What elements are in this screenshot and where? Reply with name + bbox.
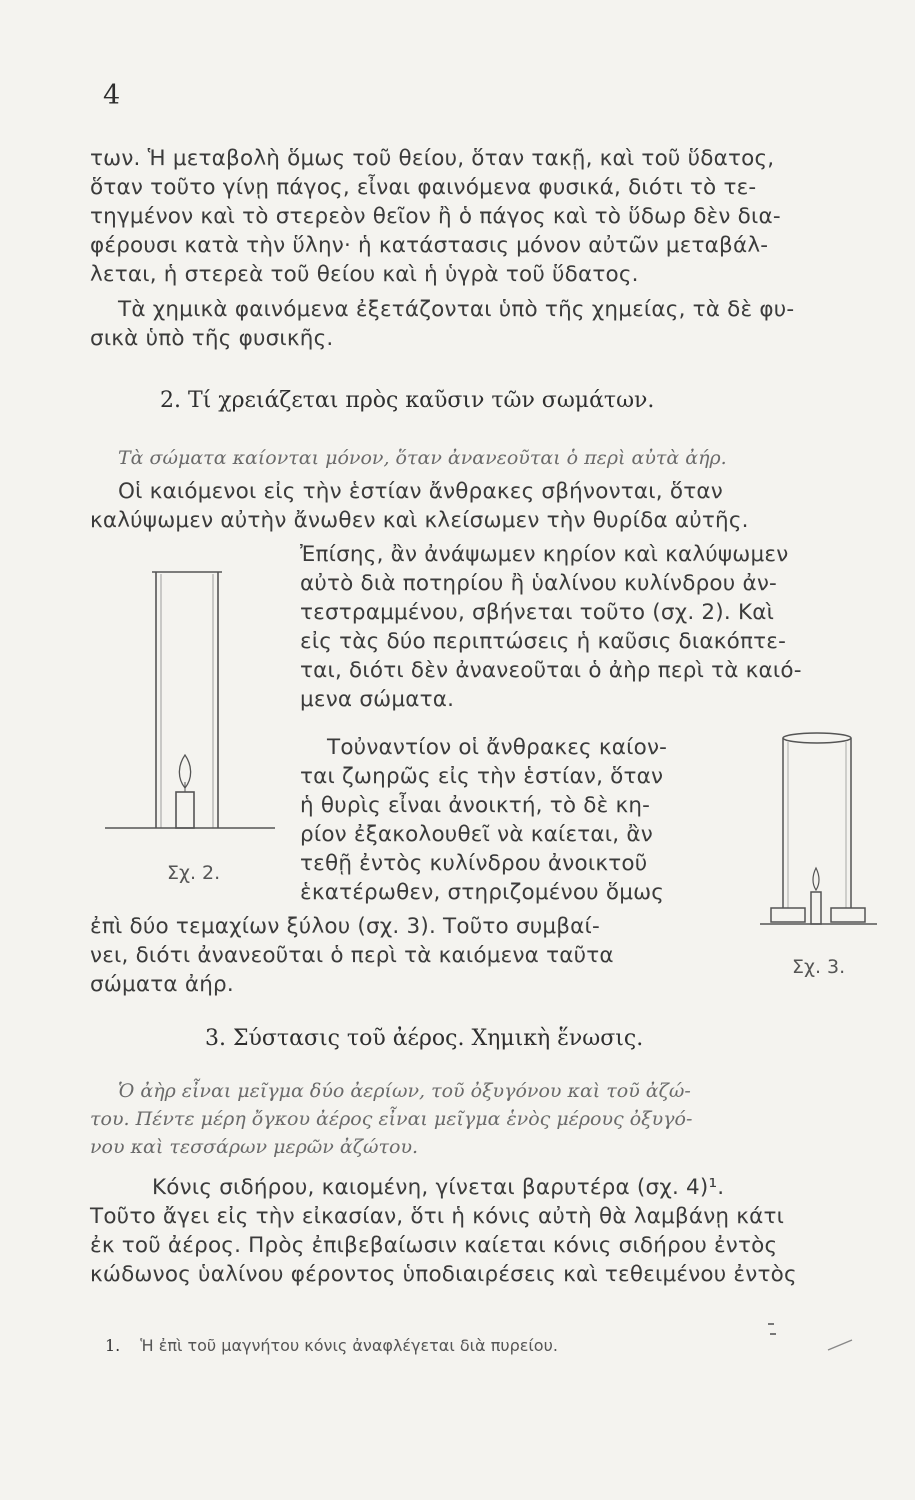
footnote <box>105 1336 558 1355</box>
footnote-text: Ἡ ἐπὶ τοῦ μαγνήτου κόνις ἀναφλέγεται διὰ πυρείου. <box>140 1336 558 1355</box>
text-line: Οἱ καιόμενοι εἰς τὴν ἑστίαν ἄνθρακες σβήνονται, ὅταν <box>118 479 723 504</box>
text-line: μενα σώματα. <box>300 687 455 712</box>
text-line: Τὰ χημικὰ φαινόμενα ἐξετάζονται ὑπὸ τῆς χημείας, τὰ δὲ φυ- <box>118 297 795 322</box>
text-line: τεθῇ ἐντὸς κυλίνδρου ἀνοικτοῦ <box>300 851 648 876</box>
text-line: Τοῦτο ἄγει εἰς τὴν εἰκασίαν, ὅτι ἡ κόνις αὐτὴ θὰ λαμβάνῃ κάτι <box>90 1204 785 1229</box>
text-line: Ἐπίσης, ἂν ἀνάψωμεν κηρίον καὶ καλύψωμεν <box>300 542 789 567</box>
page-number: 4 <box>103 80 121 111</box>
text-line: σικὰ ὑπὸ τῆς φυσικῆς. <box>90 326 334 351</box>
text-line: τεστραμμένου, σβήνεται τοῦτο (σχ. 2). Καὶ <box>300 600 775 625</box>
text-line: ἡ θυρὶς εἶναι ἀνοικτή, τὸ δὲ κη- <box>300 793 651 818</box>
text-line: καλύψωμεν αὐτὴν ἄνωθεν καὶ κλείσωμεν τὴν θυρίδα αὐτῆς. <box>90 508 749 533</box>
section-3-rule-line: νου καὶ τεσσάρων μερῶν ἀζώτου. <box>90 1136 419 1158</box>
section-3-rule-line: Ὁ ἀὴρ εἶναι μεῖγμα δύο ἀερίων, τοῦ ὀξυγόνου καὶ τοῦ ἀζώ- <box>118 1080 691 1102</box>
text-line: ρίον ἐξακολουθεῖ νὰ καίεται, ἂν <box>300 822 653 847</box>
figure-2-candle-under-cylinder <box>100 560 290 840</box>
figure-3-candle-in-open-cylinder <box>755 728 885 938</box>
text-line: σώματα ἀήρ. <box>90 972 234 997</box>
text-line: ται ζωηρῶς εἰς τὴν ἑστίαν, ὅταν <box>300 764 664 789</box>
text-line: Τοὐναντίον οἱ ἄνθρακες καίον- <box>327 735 668 760</box>
footnote-number: 1. <box>105 1336 121 1355</box>
section-2-rule: Τὰ σώματα καίονται μόνον, ὅταν ἀνανεοῦται ὁ περὶ αὐτὰ ἀήρ. <box>118 447 727 469</box>
section-3-heading: 3. Σύστασις τοῦ ἀέρος. Χημικὴ ἕνωσις. <box>205 1026 644 1051</box>
text-line: ται, διότι δὲν ἀνανεοῦται ὁ ἀὴρ περὶ τὰ καιό- <box>300 658 802 683</box>
text-line: ὅταν τοῦτο γίνῃ πάγος, εἶναι φαινόμενα φυσικά, διότι τὸ τε- <box>90 175 757 200</box>
text-line: Κόνις σιδήρου, καιομένη, γίνεται βαρυτέρα (σχ. 4)¹. <box>152 1175 725 1200</box>
text-line: κώδωνος ὑαλίνου φέροντος ὑποδιαιρέσεις καὶ τεθειμένου ἐντὸς <box>90 1262 797 1287</box>
print-mark <box>760 1320 870 1360</box>
text-line: αὐτὸ διὰ ποτηρίου ἢ ὑαλίνου κυλίνδρου ἀν- <box>300 571 778 596</box>
text-line: ἐπὶ δύο τεμαχίων ξύλου (σχ. 3). Τοῦτο συμβαί- <box>90 914 600 939</box>
text-line: φέρουσι κατὰ τὴν ὕλην· ἡ κατάστασις μόνον αὐτῶν μεταβάλ- <box>90 233 769 258</box>
figure-3-caption: Σχ. 3. <box>792 956 846 978</box>
text-line: ἑκατέρωθεν, στηριζομένου ὅμως <box>300 880 665 905</box>
text-line: λεται, ἡ στερεὰ τοῦ θείου καὶ ἡ ὑγρὰ τοῦ ὕδατος. <box>90 262 639 287</box>
figure-2-caption: Σχ. 2. <box>167 862 221 884</box>
section-2-heading: 2. Τί χρειάζεται πρὸς καῦσιν τῶν σωμάτων. <box>160 388 655 413</box>
section-3-rule-line: του. Πέντε μέρη ὄγκου ἀέρος εἶναι μεῖγμα ἑνὸς μέρους ὀξυγό- <box>90 1108 693 1130</box>
text-line: των. Ἡ μεταβολὴ ὅμως τοῦ θείου, ὅταν τακῇ, καὶ τοῦ ὕδατος, <box>90 146 775 171</box>
text-line: νει, διότι ἀνανεοῦται ὁ περὶ τὰ καιόμενα ταῦτα <box>90 943 614 968</box>
text-line: ἐκ τοῦ ἀέρος. Πρὸς ἐπιβεβαίωσιν καίεται κόνις σιδήρου ἐντὸς <box>90 1233 778 1258</box>
text-line: εἰς τὰς δύο περιπτώσεις ἡ καῦσις διακόπτε- <box>300 629 787 654</box>
text-line: τηγμένον καὶ τὸ στερεὸν θεῖον ἢ ὁ πάγος καὶ τὸ ὕδωρ δὲν δια- <box>90 204 781 229</box>
